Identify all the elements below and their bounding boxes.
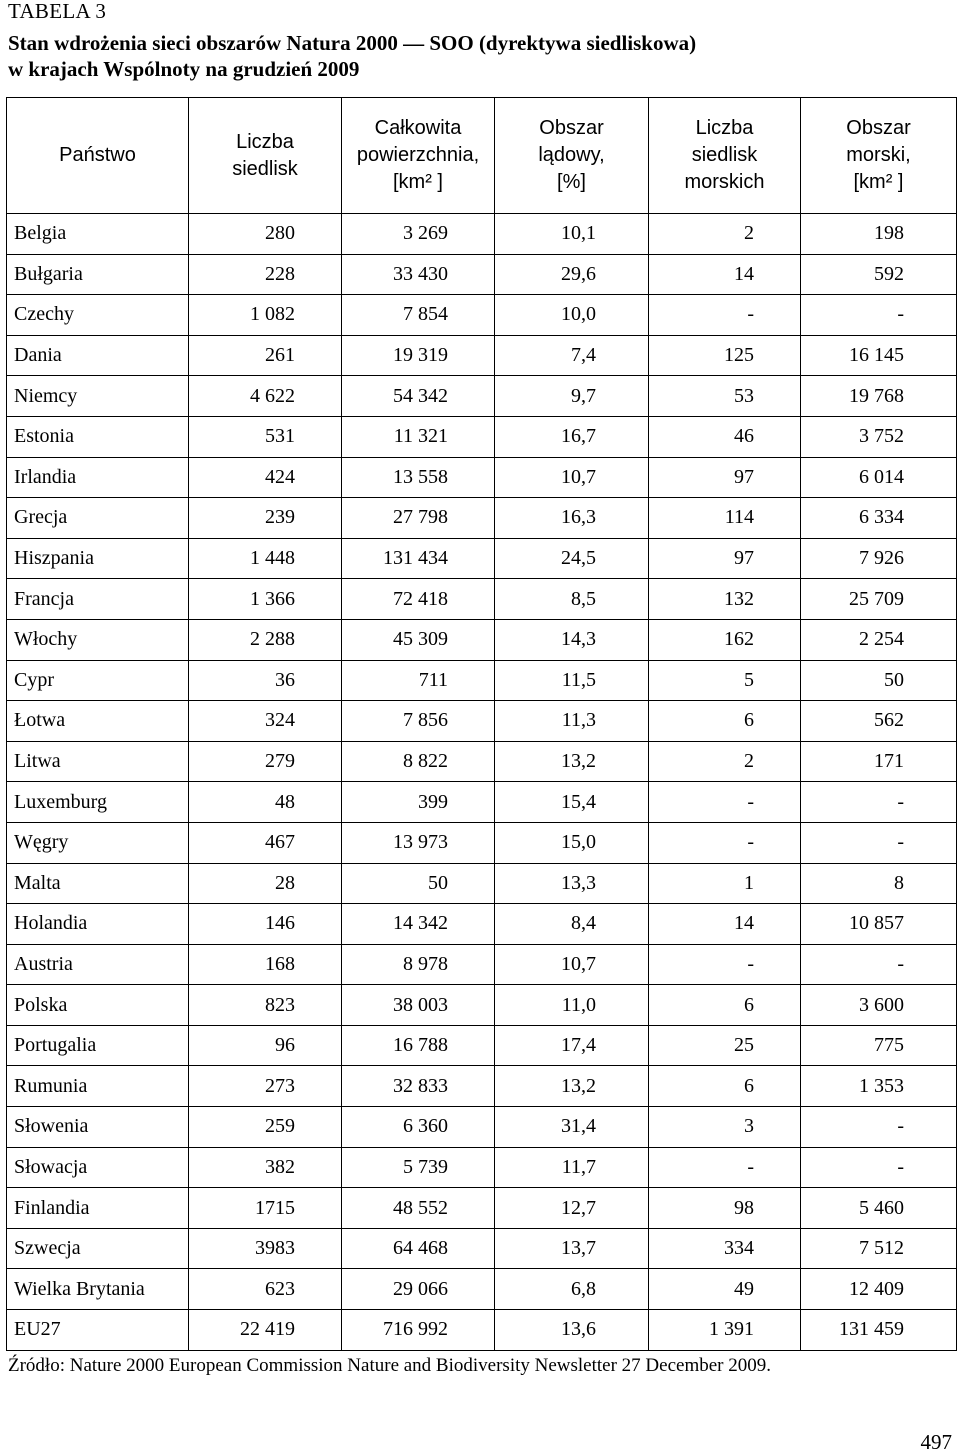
- total-area-cell: 50: [342, 863, 495, 904]
- table-title: [8, 30, 696, 82]
- header-land-area: [495, 98, 649, 214]
- marine-area-cell: 6 334: [801, 498, 957, 539]
- country-cell: Finlandia: [7, 1188, 189, 1229]
- country-cell: Austria: [7, 944, 189, 985]
- marine-site-count-cell: 97: [649, 538, 801, 579]
- land-area-cell: 24,5: [495, 538, 649, 579]
- marine-site-count-cell: 1: [649, 863, 801, 904]
- page-number: 497: [920, 1430, 952, 1454]
- header-line: Całkowita: [374, 117, 462, 139]
- header-line: siedlisk: [691, 144, 758, 166]
- land-area-cell: 31,4: [495, 1107, 649, 1148]
- land-area-cell: 8,4: [495, 904, 649, 945]
- site-count-cell: 531: [189, 416, 342, 457]
- marine-site-count-cell: -: [649, 295, 801, 336]
- land-area-cell: 13,6: [495, 1310, 649, 1351]
- table-label: TABELA 3: [8, 0, 107, 23]
- table-body: [7, 214, 957, 1351]
- marine-site-count-cell: -: [649, 1147, 801, 1188]
- marine-site-count-cell: 46: [649, 416, 801, 457]
- total-area-cell: 16 788: [342, 1025, 495, 1066]
- country-cell: Cypr: [7, 660, 189, 701]
- header-line: [km² ]: [393, 171, 443, 193]
- land-area-cell: 11,3: [495, 701, 649, 742]
- total-area-cell: 711: [342, 660, 495, 701]
- country-cell: Polska: [7, 985, 189, 1026]
- marine-area-cell: -: [801, 1147, 957, 1188]
- total-area-cell: 27 798: [342, 498, 495, 539]
- table-row: [7, 254, 957, 295]
- marine-site-count-cell: 6: [649, 985, 801, 1026]
- table-row: [7, 1025, 957, 1066]
- marine-area-cell: 131 459: [801, 1310, 957, 1351]
- site-count-cell: 1 082: [189, 295, 342, 336]
- site-count-cell: 259: [189, 1107, 342, 1148]
- country-cell: Szwecja: [7, 1228, 189, 1269]
- table-row: [7, 214, 957, 255]
- header-row: [7, 98, 957, 214]
- table-row: [7, 660, 957, 701]
- table-row: [7, 944, 957, 985]
- total-area-cell: 38 003: [342, 985, 495, 1026]
- marine-area-cell: 25 709: [801, 579, 957, 620]
- land-area-cell: 11,0: [495, 985, 649, 1026]
- marine-area-cell: 16 145: [801, 335, 957, 376]
- land-area-cell: 13,7: [495, 1228, 649, 1269]
- site-count-cell: 1715: [189, 1188, 342, 1229]
- site-count-cell: 273: [189, 1066, 342, 1107]
- marine-area-cell: 2 254: [801, 619, 957, 660]
- header-line: Obszar: [846, 117, 911, 139]
- country-cell: Słowacja: [7, 1147, 189, 1188]
- site-count-cell: 467: [189, 822, 342, 863]
- marine-area-cell: -: [801, 295, 957, 336]
- country-cell: Holandia: [7, 904, 189, 945]
- header-line: siedlisk: [232, 157, 298, 180]
- header-line: [%]: [557, 171, 586, 193]
- country-cell: Francja: [7, 579, 189, 620]
- total-area-cell: 11 321: [342, 416, 495, 457]
- table-row: [7, 1066, 957, 1107]
- marine-area-cell: 12 409: [801, 1269, 957, 1310]
- marine-site-count-cell: 3: [649, 1107, 801, 1148]
- site-count-cell: 261: [189, 335, 342, 376]
- marine-area-cell: 3 752: [801, 416, 957, 457]
- land-area-cell: 29,6: [495, 254, 649, 295]
- marine-area-cell: 198: [801, 214, 957, 255]
- total-area-cell: 8 822: [342, 741, 495, 782]
- marine-site-count-cell: 14: [649, 254, 801, 295]
- header-line: Liczba: [695, 117, 754, 139]
- country-cell: Dania: [7, 335, 189, 376]
- marine-site-count-cell: 2: [649, 741, 801, 782]
- site-count-cell: 279: [189, 741, 342, 782]
- site-count-cell: 36: [189, 660, 342, 701]
- total-area-cell: 72 418: [342, 579, 495, 620]
- table-row: [7, 376, 957, 417]
- table-row: [7, 1228, 957, 1269]
- source-note: Źródło: Nature 2000 European Commission Nature and Biodiversity Newsletter 27 December 2009.: [8, 1355, 771, 1376]
- marine-area-cell: 7 512: [801, 1228, 957, 1269]
- land-area-cell: 13,2: [495, 1066, 649, 1107]
- country-cell: Hiszpania: [7, 538, 189, 579]
- table-row: [7, 619, 957, 660]
- country-cell: Łotwa: [7, 701, 189, 742]
- land-area-cell: 12,7: [495, 1188, 649, 1229]
- marine-site-count-cell: -: [649, 822, 801, 863]
- marine-area-cell: -: [801, 1107, 957, 1148]
- site-count-cell: 22 419: [189, 1310, 342, 1351]
- site-count-cell: 239: [189, 498, 342, 539]
- header-marine-site-count: [649, 98, 801, 214]
- site-count-cell: 324: [189, 701, 342, 742]
- total-area-cell: 8 978: [342, 944, 495, 985]
- site-count-cell: 3983: [189, 1228, 342, 1269]
- table-row: [7, 579, 957, 620]
- country-cell: Czechy: [7, 295, 189, 336]
- site-count-cell: 168: [189, 944, 342, 985]
- total-area-cell: 29 066: [342, 1269, 495, 1310]
- country-cell: Włochy: [7, 619, 189, 660]
- total-area-cell: 54 342: [342, 376, 495, 417]
- country-cell: Słowenia: [7, 1107, 189, 1148]
- header-line: powierzchnia,: [356, 144, 480, 166]
- land-area-cell: 16,3: [495, 498, 649, 539]
- marine-area-cell: 171: [801, 741, 957, 782]
- marine-site-count-cell: 125: [649, 335, 801, 376]
- site-count-cell: 28: [189, 863, 342, 904]
- marine-area-cell: -: [801, 944, 957, 985]
- country-cell: Wielka Brytania: [7, 1269, 189, 1310]
- table-row: [7, 335, 957, 376]
- marine-area-cell: 7 926: [801, 538, 957, 579]
- country-cell: Bułgaria: [7, 254, 189, 295]
- marine-site-count-cell: 1 391: [649, 1310, 801, 1351]
- marine-area-cell: 5 460: [801, 1188, 957, 1229]
- header-line: Liczba: [236, 130, 294, 153]
- country-cell: Portugalia: [7, 1025, 189, 1066]
- site-count-cell: 280: [189, 214, 342, 255]
- marine-site-count-cell: 334: [649, 1228, 801, 1269]
- country-cell: Grecja: [7, 498, 189, 539]
- site-count-cell: 146: [189, 904, 342, 945]
- marine-site-count-cell: 53: [649, 376, 801, 417]
- marine-area-cell: 1 353: [801, 1066, 957, 1107]
- natura-2000-table: [6, 97, 957, 1351]
- marine-area-cell: -: [801, 782, 957, 823]
- total-area-cell: 48 552: [342, 1188, 495, 1229]
- table-row: [7, 416, 957, 457]
- total-area-cell: 131 434: [342, 538, 495, 579]
- land-area-cell: 7,4: [495, 335, 649, 376]
- land-area-cell: 11,5: [495, 660, 649, 701]
- header-total-area: [342, 98, 495, 214]
- total-area-cell: 5 739: [342, 1147, 495, 1188]
- header-marine-area: [801, 98, 957, 214]
- marine-area-cell: 775: [801, 1025, 957, 1066]
- marine-site-count-cell: 97: [649, 457, 801, 498]
- table-row: [7, 538, 957, 579]
- site-count-cell: 382: [189, 1147, 342, 1188]
- country-cell: Litwa: [7, 741, 189, 782]
- marine-site-count-cell: 49: [649, 1269, 801, 1310]
- total-area-cell: 3 269: [342, 214, 495, 255]
- country-cell: Belgia: [7, 214, 189, 255]
- site-count-cell: 228: [189, 254, 342, 295]
- table-row: [7, 782, 957, 823]
- marine-site-count-cell: 25: [649, 1025, 801, 1066]
- site-count-cell: 4 622: [189, 376, 342, 417]
- table-row: [7, 457, 957, 498]
- marine-area-cell: 8: [801, 863, 957, 904]
- marine-area-cell: 592: [801, 254, 957, 295]
- marine-area-cell: 6 014: [801, 457, 957, 498]
- total-area-cell: 64 468: [342, 1228, 495, 1269]
- land-area-cell: 14,3: [495, 619, 649, 660]
- header-line: [km² ]: [853, 171, 904, 193]
- site-count-cell: 1 366: [189, 579, 342, 620]
- land-area-cell: 16,7: [495, 416, 649, 457]
- table-row: [7, 295, 957, 336]
- land-area-cell: 10,7: [495, 944, 649, 985]
- total-area-cell: 7 854: [342, 295, 495, 336]
- marine-site-count-cell: 2: [649, 214, 801, 255]
- marine-area-cell: 562: [801, 701, 957, 742]
- marine-area-cell: 10 857: [801, 904, 957, 945]
- marine-area-cell: -: [801, 822, 957, 863]
- header-line: Państwo: [59, 144, 136, 166]
- total-area-cell: 6 360: [342, 1107, 495, 1148]
- total-area-cell: 399: [342, 782, 495, 823]
- total-area-cell: 14 342: [342, 904, 495, 945]
- land-area-cell: 15,4: [495, 782, 649, 823]
- marine-site-count-cell: 6: [649, 701, 801, 742]
- land-area-cell: 10,0: [495, 295, 649, 336]
- country-cell: EU27: [7, 1310, 189, 1351]
- marine-site-count-cell: -: [649, 944, 801, 985]
- table-row: [7, 1107, 957, 1148]
- title-line: Stan wdrożenia sieci obszarów Natura 2000 — SOO (dyrektywa siedliskowa): [8, 31, 697, 55]
- table-row: [7, 863, 957, 904]
- header-line: morski,: [846, 144, 911, 166]
- marine-site-count-cell: 14: [649, 904, 801, 945]
- site-count-cell: 424: [189, 457, 342, 498]
- total-area-cell: 19 319: [342, 335, 495, 376]
- country-cell: Rumunia: [7, 1066, 189, 1107]
- land-area-cell: 8,5: [495, 579, 649, 620]
- country-cell: Irlandia: [7, 457, 189, 498]
- marine-site-count-cell: 132: [649, 579, 801, 620]
- header-line: morskich: [684, 171, 765, 193]
- table-row: [7, 904, 957, 945]
- marine-site-count-cell: 6: [649, 1066, 801, 1107]
- total-area-cell: 13 558: [342, 457, 495, 498]
- marine-area-cell: 3 600: [801, 985, 957, 1026]
- table-row: [7, 822, 957, 863]
- table-row: [7, 1310, 957, 1351]
- marine-site-count-cell: 98: [649, 1188, 801, 1229]
- table-row: [7, 1269, 957, 1310]
- header-country: [7, 98, 189, 214]
- total-area-cell: 33 430: [342, 254, 495, 295]
- land-area-cell: 10,7: [495, 457, 649, 498]
- country-cell: Węgry: [7, 822, 189, 863]
- marine-site-count-cell: 162: [649, 619, 801, 660]
- table-row: [7, 985, 957, 1026]
- marine-site-count-cell: 5: [649, 660, 801, 701]
- total-area-cell: 32 833: [342, 1066, 495, 1107]
- site-count-cell: 96: [189, 1025, 342, 1066]
- header-site-count: [189, 98, 342, 214]
- table-row: [7, 741, 957, 782]
- header-line: Obszar: [539, 117, 604, 139]
- site-count-cell: 2 288: [189, 619, 342, 660]
- table-row: [7, 1147, 957, 1188]
- header-line: lądowy,: [538, 144, 605, 166]
- land-area-cell: 13,3: [495, 863, 649, 904]
- country-cell: Niemcy: [7, 376, 189, 417]
- title-line: w krajach Wspólnoty na grudzień 2009: [8, 57, 360, 81]
- land-area-cell: 15,0: [495, 822, 649, 863]
- total-area-cell: 13 973: [342, 822, 495, 863]
- site-count-cell: 623: [189, 1269, 342, 1310]
- land-area-cell: 9,7: [495, 376, 649, 417]
- country-cell: Estonia: [7, 416, 189, 457]
- land-area-cell: 11,7: [495, 1147, 649, 1188]
- land-area-cell: 13,2: [495, 741, 649, 782]
- site-count-cell: 1 448: [189, 538, 342, 579]
- country-cell: Malta: [7, 863, 189, 904]
- table-row: [7, 1188, 957, 1229]
- total-area-cell: 45 309: [342, 619, 495, 660]
- country-cell: Luxemburg: [7, 782, 189, 823]
- site-count-cell: 823: [189, 985, 342, 1026]
- site-count-cell: 48: [189, 782, 342, 823]
- land-area-cell: 17,4: [495, 1025, 649, 1066]
- table-row: [7, 701, 957, 742]
- marine-site-count-cell: 114: [649, 498, 801, 539]
- land-area-cell: 10,1: [495, 214, 649, 255]
- total-area-cell: 716 992: [342, 1310, 495, 1351]
- marine-site-count-cell: -: [649, 782, 801, 823]
- table-row: [7, 498, 957, 539]
- marine-area-cell: 19 768: [801, 376, 957, 417]
- total-area-cell: 7 856: [342, 701, 495, 742]
- land-area-cell: 6,8: [495, 1269, 649, 1310]
- marine-area-cell: 50: [801, 660, 957, 701]
